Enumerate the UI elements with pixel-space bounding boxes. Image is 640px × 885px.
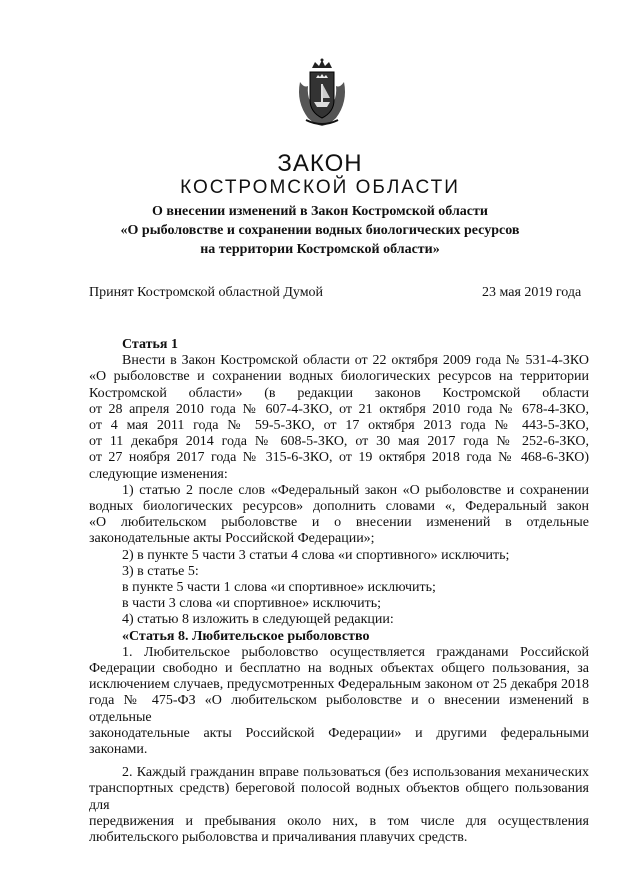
text-line: законодательные акты Российской Федерации»; xyxy=(89,531,375,547)
adopted-by: Принят Костромской областной Думой xyxy=(89,285,324,300)
subtitle-line: «О рыболовстве и сохранении водных биологических ресурсов xyxy=(120,223,520,238)
text-line: «О любительском рыболовстве и о внесении изменений в отдельные xyxy=(89,515,589,531)
article-heading: Статья 1 xyxy=(122,337,178,352)
text-line: транспортных средств) береговой полосой водных объектов общего пользования для xyxy=(89,781,589,813)
text-line: 4) статью 8 изложить в следующей редакции: xyxy=(122,612,394,628)
text-line: Костромской области» (в редакции законов Костромской области xyxy=(89,385,589,401)
text-line: передвижения и пребывания около них, в том числе для осуществления xyxy=(89,813,589,829)
text-line: следующие изменения: xyxy=(89,466,228,482)
article-8-heading: «Статья 8. Любительское рыболовство xyxy=(122,628,370,644)
text-line: года № 475-ФЗ «О любительском рыболовстве и о внесении изменений в отдельные xyxy=(89,693,589,725)
text-line: любительского рыболовства и причаливания плавучих средств. xyxy=(89,830,468,846)
text-line: в части 3 слова «и спортивное» исключить; xyxy=(122,596,381,612)
text-line: от 27 ноября 2017 года № 315-6-ЗКО, от 19 октября 2018 года № 468-6-ЗКО) xyxy=(89,450,589,466)
subtitle-line: О внесении изменений в Закон Костромской области xyxy=(152,204,488,219)
text-line: от 4 мая 2011 года № 59-5-ЗКО, от 17 октября 2013 года № 443-5-ЗКО, xyxy=(89,418,589,434)
text-line: Внести в Закон Костромской области от 22 октября 2009 года № 531-4-ЗКО xyxy=(122,353,589,369)
text-line: «О рыболовстве и сохранении водных биологических ресурсов на территории xyxy=(89,369,589,385)
document-title: ЗАКОН xyxy=(277,150,363,177)
text-line: Федерации свободно и бесплатно на водных объектах общего пользования, за xyxy=(89,661,589,677)
text-line: исключением случаев, предусмотренных Федеральным законом от 25 декабря 2018 xyxy=(89,677,589,693)
text-line: от 11 декабря 2014 года № 608-5-ЗКО, от 30 мая 2017 года № 252-6-ЗКО, xyxy=(89,434,589,450)
text-line: законодательные акты Российской Федерации» и другими федеральными законами. xyxy=(89,725,589,758)
subtitle-line: на территории Костромской области» xyxy=(200,242,440,257)
text-line: водных биологических ресурсов» дополнить словами «, Федеральный закон xyxy=(89,499,589,515)
text-line: 3) в статье 5: xyxy=(122,563,199,579)
text-line: 1) статью 2 после слов «Федеральный закон «О рыболовстве и сохранении xyxy=(122,482,589,498)
text-line: в пункте 5 части 1 слова «и спортивное» исключить; xyxy=(122,580,436,596)
text-line: 2) в пункте 5 части 3 статьи 4 слова «и спортивного» исключить; xyxy=(122,547,510,563)
adopted-date: 23 мая 2019 года xyxy=(482,285,582,300)
coat-of-arms-icon xyxy=(292,58,352,128)
document-subtitle xyxy=(0,202,640,259)
document-region: КОСТРОМСКОЙ ОБЛАСТИ xyxy=(180,177,460,198)
text-line: 1. Любительское рыболовство осуществляется гражданами Российской xyxy=(122,644,589,660)
text-line: 2. Каждый гражданин вправе пользоваться (без использования механических xyxy=(122,765,589,781)
text-line: от 28 апреля 2010 года № 607-4-ЗКО, от 21 октября 2010 года № 678-4-ЗКО, xyxy=(89,401,589,417)
document-body xyxy=(89,337,589,846)
